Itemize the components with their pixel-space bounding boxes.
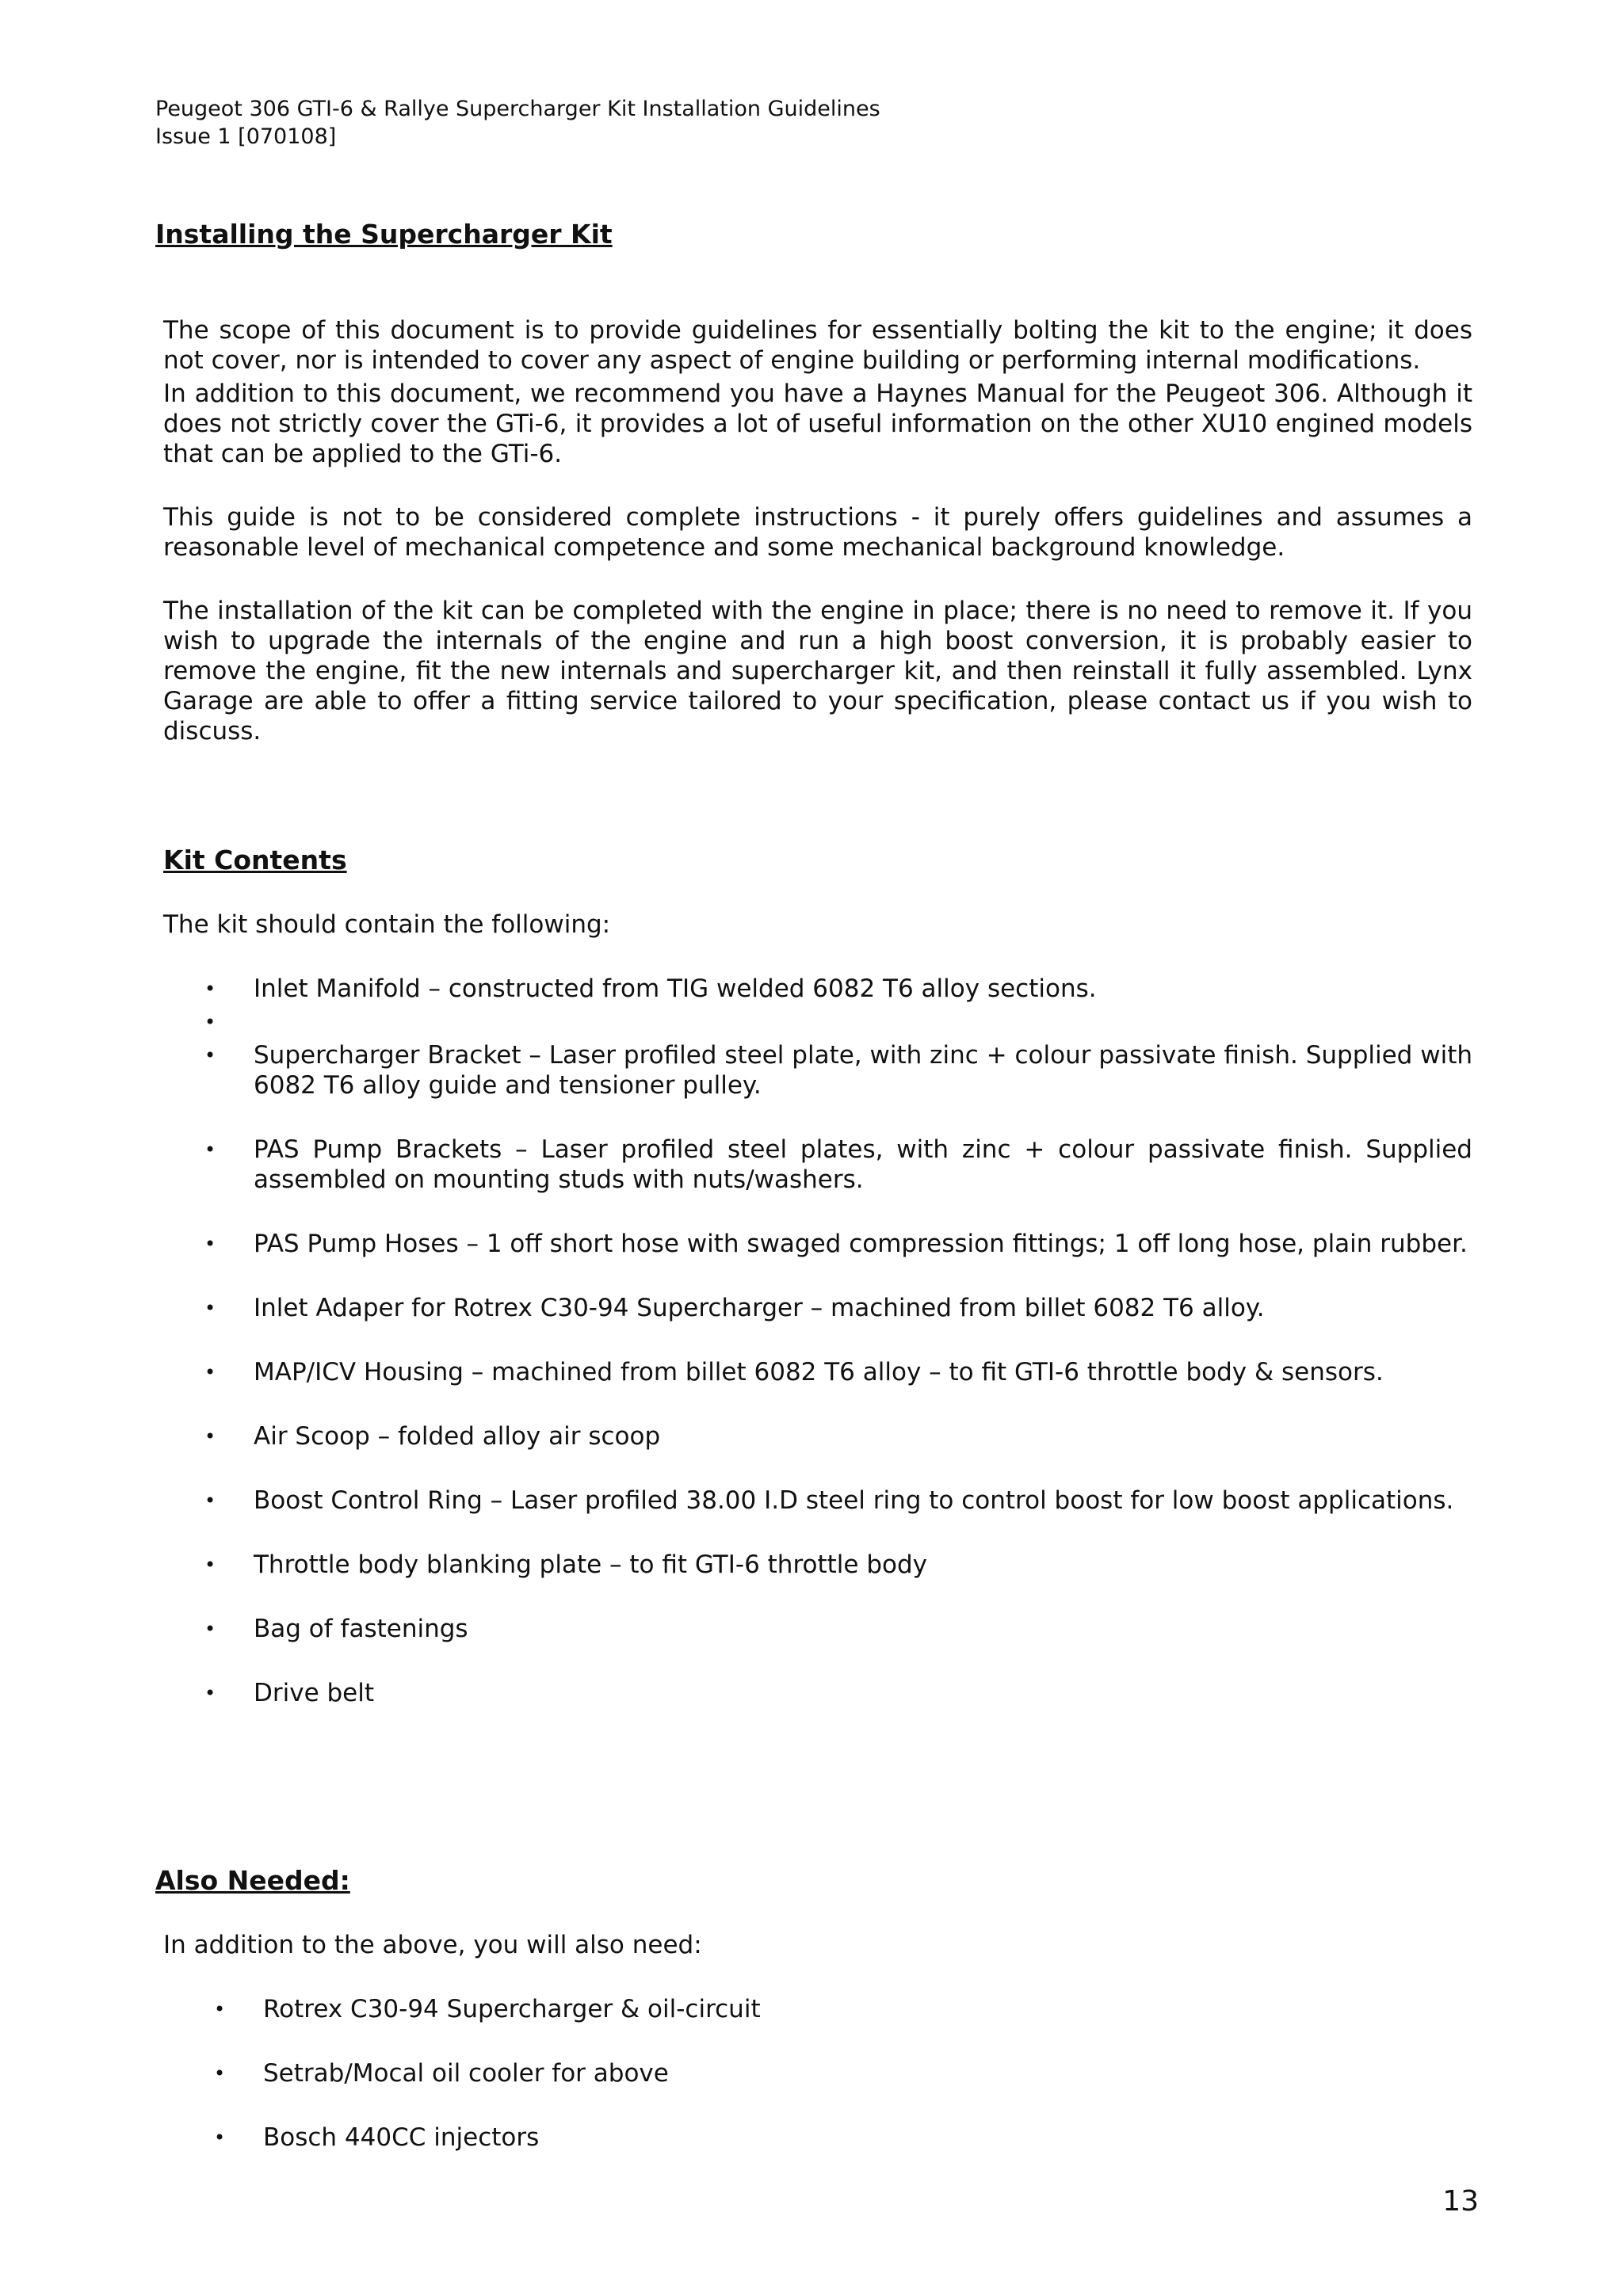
kit-contents-list (204, 974, 1472, 1708)
bullet-icon: • (204, 1682, 216, 1704)
list-item (204, 1486, 1472, 1516)
heading-installing: Installing the Supercharger Kit (155, 219, 613, 250)
list-item (204, 974, 1472, 1004)
install-paragraph-installation: The installation of the kit can be completed with the engine in place; there is no need to remove it. If you wish to upgrade the internals of the engine and run a high boost conversion, it is probably easier to remove the engine, fit the new internals and supercharger kit, and then reinstall it fully assembled. Lynx Garage are able to offer a fitting service tailored to your specification, please contact us if you wish to discuss. (163, 597, 1472, 746)
list-item-text: Boost Control Ring – Laser profiled 38.00 I.D steel ring to control boost for low boost applications. (254, 1486, 1454, 1515)
list-item-text: Air Scoop – folded alloy air scoop (254, 1422, 661, 1451)
list-item-text: PAS Pump Hoses – 1 off short hose with swaged compression fittings; 1 off long hose, plain rubber. (254, 1230, 1468, 1258)
list-item (214, 2058, 1472, 2088)
header-issue: Issue 1 [070108] (155, 124, 337, 149)
list-item-text: MAP/ICV Housing – machined from billet 6082 T6 alloy – to fit GTI-6 throttle body & sensors. (254, 1358, 1384, 1386)
page-number: 13 (1442, 2185, 1479, 2218)
bullet-icon: • (214, 2062, 226, 2084)
bullet-icon: • (204, 1044, 216, 1066)
install-body (163, 315, 1472, 780)
document-header (155, 95, 880, 151)
list-item (204, 1421, 1472, 1451)
bullet-icon: • (204, 978, 216, 1000)
list-item (204, 1550, 1472, 1580)
list-item-text: Inlet Manifold – constructed from TIG welded 6082 T6 alloy sections. (254, 974, 1097, 1003)
list-item (214, 1994, 1472, 2024)
list-item (204, 1007, 1472, 1037)
bullet-icon: • (214, 1998, 226, 2020)
list-item (204, 1135, 1472, 1195)
bullet-icon: • (204, 1361, 216, 1383)
list-item-text: Bosch 440CC injectors (263, 2123, 540, 2152)
list-item (204, 1357, 1472, 1387)
bullet-icon: • (204, 1554, 216, 1576)
list-item (204, 1229, 1472, 1259)
list-item-text: Drive belt (254, 1679, 375, 1707)
list-item (204, 1678, 1472, 1708)
list-item-text: PAS Pump Brackets – Laser profiled steel plates, with zinc + colour passivate finish. Supplied assembled on mounting studs with nuts/washers. (254, 1135, 1472, 1194)
install-paragraph-haynes: In addition to this document, we recommend you have a Haynes Manual for the Peugeot 306. Although it does not strictly cover the GTi-6, it provides a lot of useful information on the other XU10 engined models that can be applied to the GTi-6. (163, 379, 1472, 468)
bullet-icon: • (204, 1297, 216, 1319)
list-item-text: Inlet Adaper for Rotrex C30-94 Supercharger – machined from billet 6082 T6 alloy. (254, 1294, 1265, 1322)
list-item-text: Setrab/Mocal oil cooler for above (263, 2059, 669, 2088)
header-title: Peugeot 306 GTI-6 & Rallye Supercharger Kit Installation Guidelines (155, 97, 880, 121)
install-paragraph-scope: The scope of this document is to provide guidelines for essentially bolting the kit to the engine; it does not cover, nor is intended to cover any aspect of engine building or performing internal modifications. (163, 316, 1472, 375)
list-item (214, 2122, 1472, 2153)
list-item (204, 1293, 1472, 1323)
heading-also-needed: Also Needed: (155, 1865, 350, 1896)
also-needed-list (214, 1994, 1472, 2153)
bullet-icon: • (204, 1489, 216, 1512)
heading-kit-contents: Kit Contents (163, 845, 347, 875)
bullet-icon: • (204, 1425, 216, 1447)
list-item-text: Supercharger Bracket – Laser profiled steel plate, with zinc + colour passivate finish. Supplied with 6082 T6 alloy guide and tensioner pulley. (254, 1041, 1472, 1100)
bullet-icon: • (204, 1233, 216, 1255)
install-paragraph-guide: This guide is not to be considered complete instructions - it purely offers guidelines and assumes a reasonable level of mechanical competence and some mechanical background knowledge. (163, 503, 1472, 562)
list-item (204, 1040, 1472, 1100)
also-needed-intro: In addition to the above, you will also need: (163, 1931, 702, 1959)
list-item (204, 1614, 1472, 1644)
bullet-icon: • (204, 1138, 216, 1161)
list-item-text: Throttle body blanking plate – to fit GTI-6 throttle body (254, 1550, 928, 1579)
bullet-icon: • (204, 1011, 216, 1033)
list-item-text: Bag of fastenings (254, 1615, 468, 1643)
kit-intro: The kit should contain the following: (163, 910, 611, 939)
list-item-text: Rotrex C30-94 Supercharger & oil-circuit (263, 1995, 761, 2023)
bullet-icon: • (214, 2126, 226, 2149)
bullet-icon: • (204, 1618, 216, 1640)
